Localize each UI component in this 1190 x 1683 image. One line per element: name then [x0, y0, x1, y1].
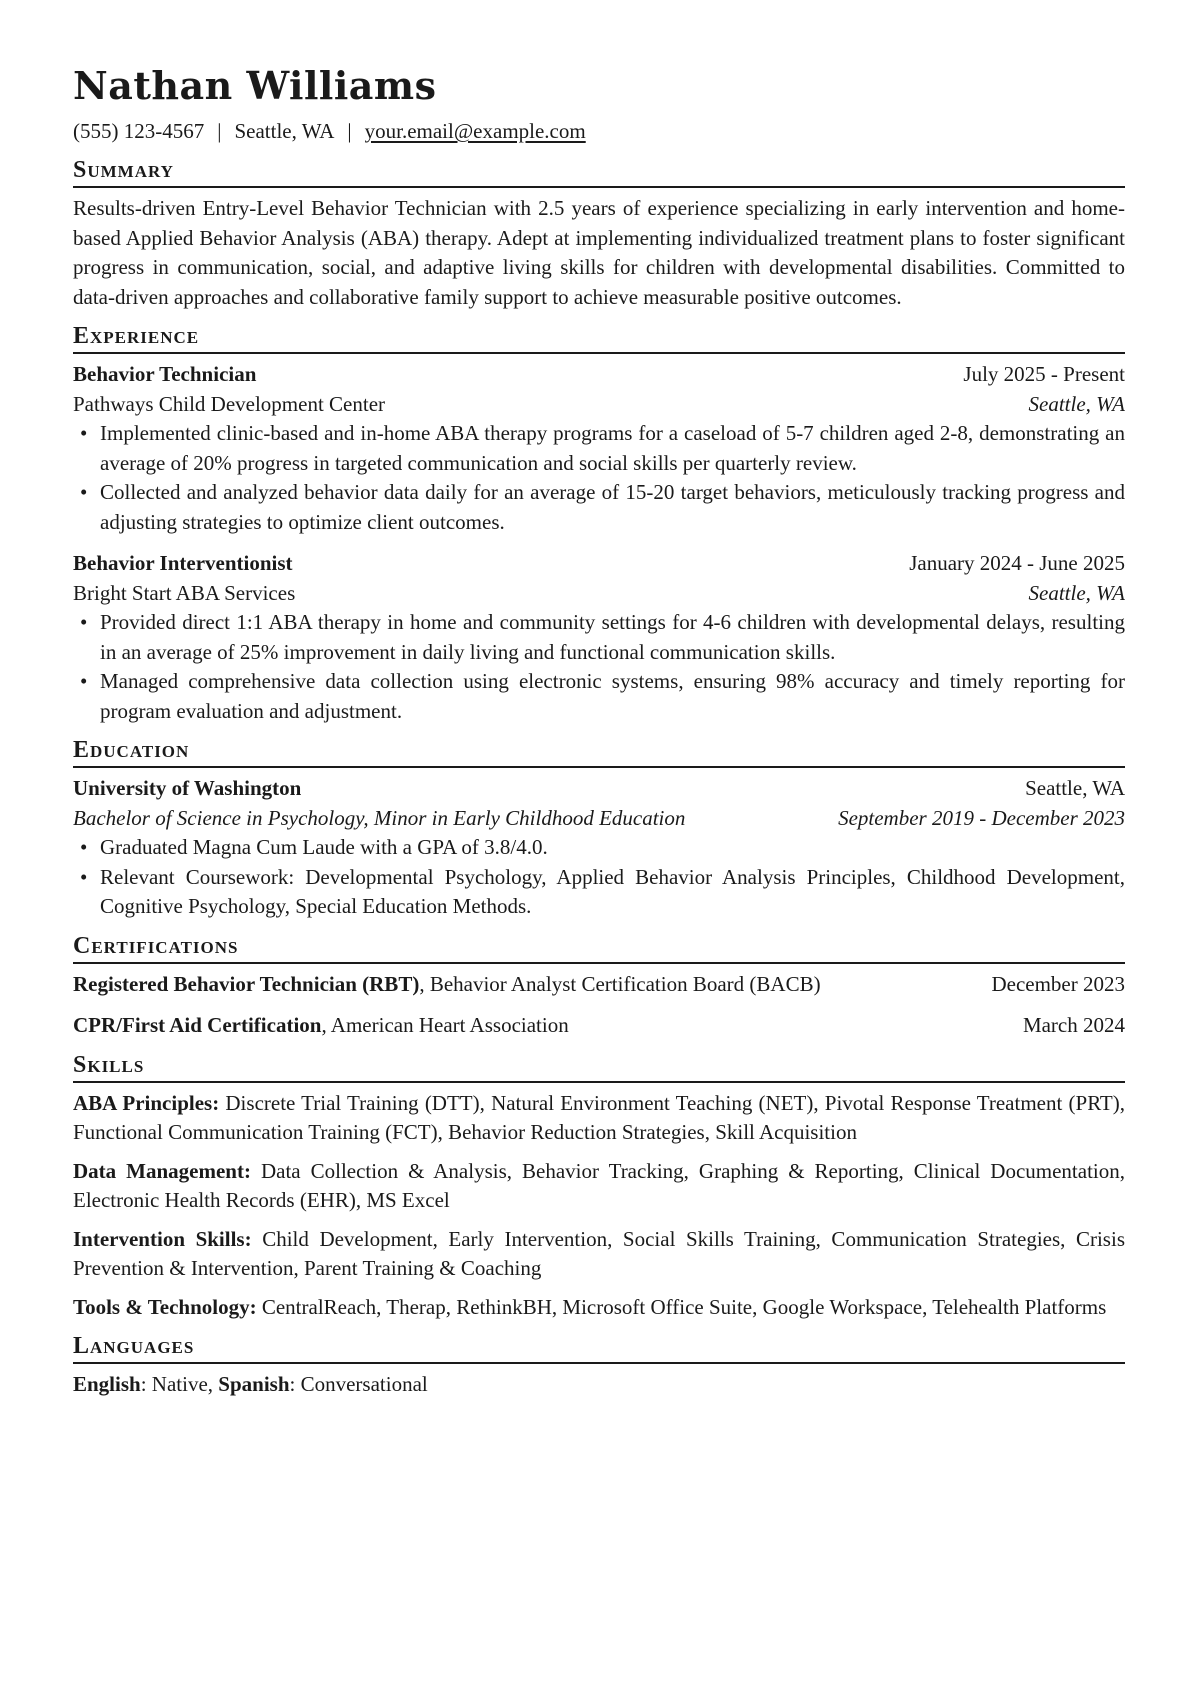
language-level: : Conversational — [289, 1372, 428, 1396]
languages-line — [73, 1370, 1125, 1400]
list-item: • Relevant Coursework: Developmental Psychology, Applied Behavior Analysis Principles, Childhood Development, Cognitive Psychology, Special Education Methods. — [73, 863, 1125, 922]
language-name: English — [73, 1372, 141, 1396]
job-header — [73, 360, 1125, 390]
summary-section — [73, 155, 1125, 312]
job-role: Behavior Technician — [73, 362, 257, 386]
job-bullets — [73, 608, 1125, 726]
skill-group — [73, 1089, 1125, 1148]
job-location: Seattle, WA — [1028, 580, 1125, 605]
section-title: Skills — [73, 1050, 1125, 1083]
list-item: • Provided direct 1:1 ABA therapy in home and community settings for 4-6 children with developmental delays, resulting in an average of 25% improvement in daily living and functional communication skills. — [73, 608, 1125, 667]
school-location: Seattle, WA — [1025, 776, 1125, 800]
contact-location: Seattle, WA — [234, 119, 335, 143]
job-company: Pathways Child Development Center — [73, 391, 386, 416]
job-company: Bright Start ABA Services — [73, 580, 296, 605]
certification-issuer: , American Heart Association — [321, 1013, 569, 1037]
section-title: Experience — [73, 321, 1125, 354]
certifications-section — [73, 931, 1125, 1041]
certification-date: December 2023 — [991, 971, 1125, 996]
contact-separator: | — [217, 119, 222, 143]
skill-list: Data Collection & Analysis, Behavior Tracking, Graphing & Reporting, Clinical Documentation, Electronic Health Records (EHR), MS Excel — [73, 1158, 1125, 1212]
skills-section — [73, 1050, 1125, 1323]
skill-label: Data Management: — [73, 1158, 251, 1183]
skill-label: ABA Principles: — [73, 1090, 220, 1115]
resume-page — [73, 58, 1125, 1400]
job-dates: January 2024 - June 2025 — [909, 551, 1125, 575]
list-item: • Graduated Magna Cum Laude with a GPA of 3.8/4.0. — [73, 833, 1125, 863]
phone-number: (555) 123-4567 — [73, 119, 205, 143]
skill-list: CentralReach, Therap, RethinkBH, Microsoft Office Suite, Google Workspace, Telehealth Platforms — [256, 1294, 1107, 1319]
language-level: : Native, — [140, 1372, 219, 1396]
job-header — [73, 549, 1125, 579]
section-title: Certifications — [73, 931, 1125, 964]
job-subheader — [73, 390, 1125, 420]
languages-section — [73, 1331, 1125, 1400]
certification-date: March 2024 — [1022, 1013, 1125, 1037]
section-title: Education — [73, 735, 1125, 768]
candidate-name: Nathan Williams — [73, 63, 437, 108]
job-entry — [73, 360, 1125, 537]
language-name: Spanish — [218, 1372, 290, 1396]
skill-list: Discrete Trial Training (DTT), Natural Environment Teaching (NET), Pivotal Response Treatment (PRT), Functional Communication Training (FCT), Behavior Reduction Strategies, Skill Acquisition — [73, 1090, 1126, 1144]
certification-item — [73, 970, 1125, 1000]
summary-text: Results-driven Entry-Level Behavior Technician with 2.5 years of experience specializing in early intervention and home-based Applied Behavior Analysis (ABA) therapy. Adept at implementing individualized treatment plans to foster significant progress in communication, social, and adaptive living skills for children with developmental disabilities. Committed to data-driven approaches and collaborative family support to achieve measurable positive outcomes. — [73, 196, 1125, 309]
job-role: Behavior Interventionist — [73, 551, 293, 575]
skill-group — [73, 1293, 1125, 1323]
experience-section — [73, 321, 1125, 726]
list-item: • Managed comprehensive data collection using electronic systems, ensuring 98% accuracy and timely reporting for program evaluation and adjustment. — [73, 667, 1125, 726]
job-entry — [73, 549, 1125, 726]
contact-line — [73, 116, 1125, 146]
job-subheader — [73, 579, 1125, 609]
skill-group — [73, 1225, 1125, 1284]
certification-issuer: , Behavior Analyst Certification Board (BACB) — [419, 971, 821, 996]
section-title: Languages — [73, 1331, 1125, 1364]
section-title: Summary — [73, 155, 1125, 188]
skill-label: Tools & Technology: — [73, 1294, 257, 1319]
certification-name: Registered Behavior Technician (RBT) — [73, 971, 420, 996]
education-dates: September 2019 - December 2023 — [838, 805, 1125, 830]
list-item: • Collected and analyzed behavior data daily for an average of 15-20 target behaviors, meticulously tracking progress and adjusting strategies to optimize client outcomes. — [73, 478, 1125, 537]
certification-item — [73, 1011, 1125, 1041]
skill-group — [73, 1157, 1125, 1216]
email-link[interactable]: your.email@example.com — [364, 119, 586, 143]
education-bullets — [73, 833, 1125, 922]
certification-name: CPR/First Aid Certification — [73, 1013, 322, 1037]
skill-list: Child Development, Early Intervention, Social Skills Training, Communication Strategies, Crisis Prevention & Intervention, Parent Training & Coaching — [73, 1226, 1125, 1280]
school-name: University of Washington — [73, 776, 302, 800]
contact-separator: | — [347, 119, 352, 143]
degree-name: Bachelor of Science in Psychology, Minor in Early Childhood Education — [73, 805, 686, 830]
skill-label: Intervention Skills: — [73, 1226, 252, 1251]
job-dates: July 2025 - Present — [963, 362, 1125, 386]
certification-text — [73, 970, 821, 1000]
education-header — [73, 774, 1125, 804]
job-bullets — [73, 419, 1125, 537]
education-section — [73, 735, 1125, 922]
job-location: Seattle, WA — [1028, 391, 1125, 416]
list-item: • Implemented clinic-based and in-home ABA therapy programs for a caseload of 5-7 children aged 2-8, demonstrating an average of 20% progress in targeted communication and social skills per quarterly review. — [73, 419, 1125, 478]
education-subheader — [73, 804, 1125, 834]
certification-text — [73, 1011, 569, 1041]
